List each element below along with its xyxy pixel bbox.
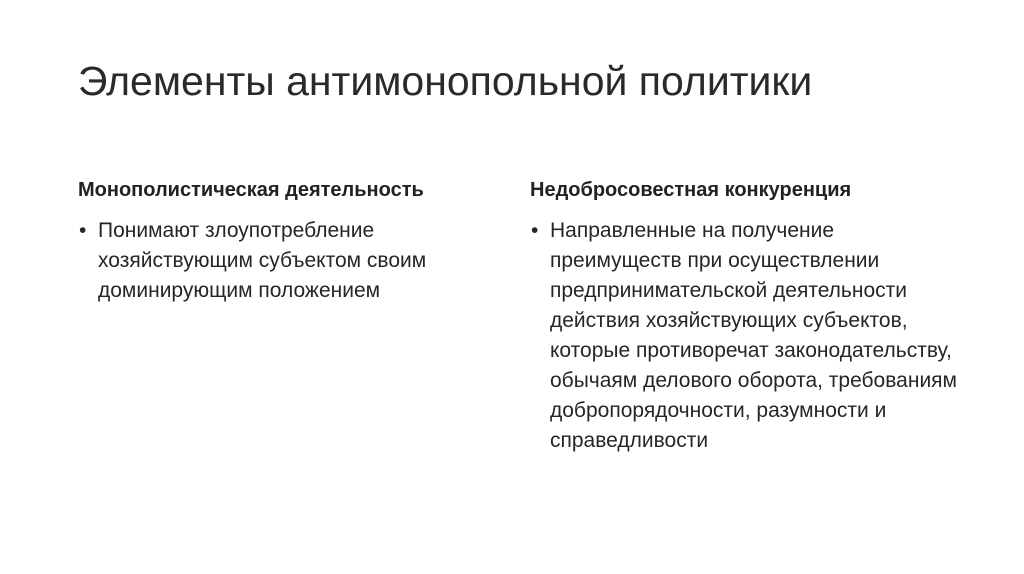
list-item	[78, 216, 478, 306]
right-column	[530, 176, 970, 456]
bullet-icon: •	[79, 219, 87, 242]
left-bullet-text: Понимают злоупотребление хозяйствующим субъектом своим доминирующим положением	[98, 219, 427, 302]
right-bullet-text: Направленные на получение преимуществ при осуществлении предпринимательской деятельности действия хозяйствующих субъектов, которые противоречат законодательству, обычаям делового оборота, требованиям добропорядочности, разумности и справедливости	[550, 219, 957, 452]
bullet-icon: •	[531, 219, 539, 242]
slide-title: Элементы антимонопольной политики	[78, 58, 813, 104]
left-bullet-list	[78, 216, 478, 306]
left-column-heading: Монополистическая деятельность	[78, 179, 424, 201]
left-column	[78, 176, 478, 306]
right-bullet-list	[530, 216, 970, 456]
list-item	[530, 216, 970, 456]
right-column-heading: Недобросовестная конкуренция	[530, 179, 852, 201]
